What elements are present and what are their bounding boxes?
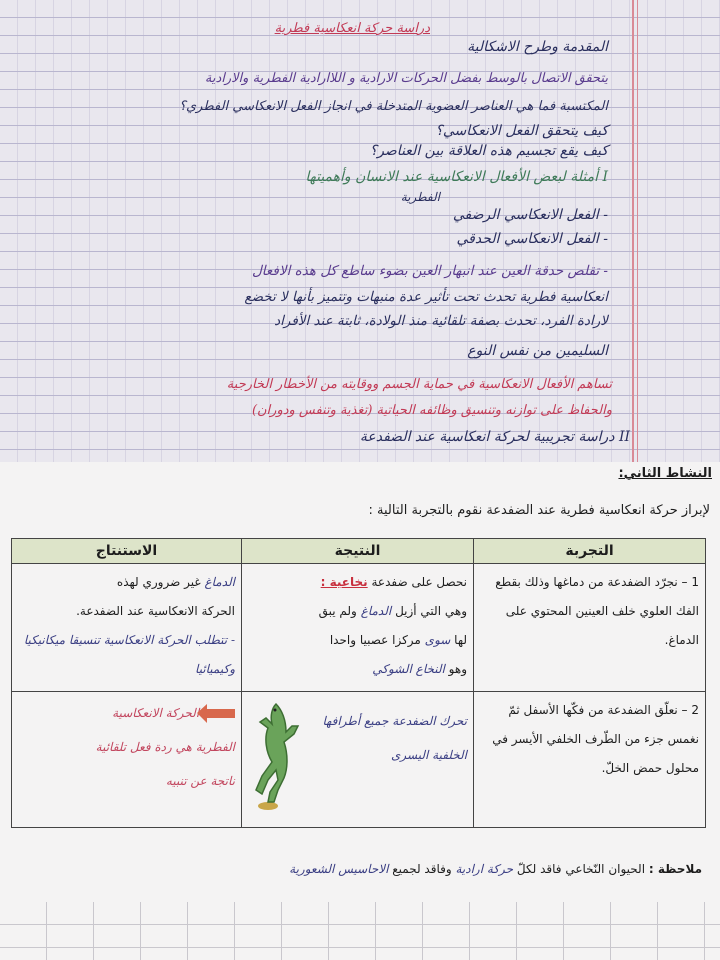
handwritten-answer: الدماغ bbox=[360, 604, 392, 618]
notebook-section-heading: II دراسة تجريبية لحركة انعكاسية عند الضفدعة bbox=[359, 429, 630, 445]
experiment-cell-1 bbox=[474, 564, 706, 692]
notebook-line: انعكاسية فطرية تحدث تحت تأثير عدة منبهات وتتميز بأنها لا تخضع bbox=[244, 289, 608, 305]
notebook-page bbox=[0, 0, 720, 470]
arrow-icon bbox=[207, 709, 235, 718]
note-text: الحيوان النّخاعي فاقد لكلّ bbox=[516, 862, 646, 876]
experiment-table bbox=[11, 538, 706, 828]
notebook-line: المكتسبة فما هي العناصر العضوية المتدخلة في انجاز الفعل الانعكاسي الفطري؟ bbox=[179, 99, 608, 114]
result-term: نخاعية : bbox=[320, 575, 368, 589]
handwritten-answer: الفطرية هي ردة فعل تلقائية bbox=[95, 740, 235, 754]
notebook-line: والحفاظ على توازنه وتنسيق وظائفه الحياتية (تغذية وتنفس ودوران) bbox=[251, 403, 612, 418]
frog-figure bbox=[248, 698, 304, 816]
activity-intro: لإبراز حركة انعكاسية فطرية عند الضفدعة نقوم بالتجربة التالية : bbox=[368, 503, 710, 518]
result-text: ولم يبق bbox=[318, 604, 357, 618]
handwritten-answer: الدماغ bbox=[204, 575, 235, 589]
note bbox=[289, 862, 702, 876]
header-experiment: التجربة bbox=[474, 539, 706, 564]
result-text: لها bbox=[454, 633, 467, 647]
handwritten-answer: - تتطلب الحركة الانعكاسية تنسيقا ميكانيكيا وكيميائيا bbox=[23, 633, 235, 676]
notebook-section-heading: I أمثلة لبعض الأفعال الانعكاسية عند الانسان وأهميتها bbox=[305, 169, 608, 185]
notebook-line: - الفعل الانعكاسي الرضفي bbox=[452, 207, 608, 223]
handwritten-answer: النخاع الشوكي bbox=[372, 662, 445, 676]
header-conclusion: الاستنتاج bbox=[12, 539, 242, 564]
notebook-line: كيف يتحقق الفعل الانعكاسي؟ bbox=[435, 123, 608, 139]
notebook-line: الفطرية bbox=[400, 190, 440, 204]
table-row bbox=[12, 692, 706, 828]
conclusion-cell-2 bbox=[12, 692, 242, 828]
notebook-title: دراسة حركة انعكاسية فطرية bbox=[274, 21, 430, 36]
experiment-cell-2 bbox=[474, 692, 706, 828]
header-result: النتيجة bbox=[242, 539, 474, 564]
result-text: وهي التي أزيل bbox=[395, 604, 467, 618]
margin-line bbox=[632, 0, 634, 470]
conclusion-cell-1 bbox=[12, 564, 242, 692]
handwritten-answer: سوى bbox=[424, 633, 451, 647]
handwritten-answer: الحركة الانعكاسية bbox=[112, 706, 200, 720]
handwritten-answer: ناتجة عن تنبيه bbox=[165, 774, 235, 788]
experiment-text: 1 – نجرّد الضفدعة من دماغها وذلك بقطع الفك العلوي خلف العينين المحتوي على الدماغ. bbox=[495, 575, 699, 647]
note-label: ملاحظة : bbox=[648, 862, 702, 876]
notebook-line: السليمين من نفس النوع bbox=[467, 343, 608, 359]
experiment-text: 2 – نعلّق الضفدعة من فكّها الأسفل ثمّ نغمس جزء من الطّرف الخلفي الأيسر في محلول حمض الخلّ. bbox=[492, 703, 699, 775]
grid-paper bbox=[0, 902, 720, 960]
notebook-line: - الفعل الانعكاسي الحدقي bbox=[456, 231, 608, 247]
conclusion-text: غير ضروري لهذه bbox=[116, 575, 201, 589]
notebook-line: - تقلص حدقة العين عند انبهار العين بضوء ساطع كل هذه الافعال bbox=[252, 263, 608, 279]
handwritten-answer: تحرك الضفدعة جميع أطرافها الخلفية اليسرى bbox=[322, 714, 467, 762]
notebook-line: يتحقق الاتصال بالوسط بفضل الحركات الارادية و اللاارادية الفطرية والارادية bbox=[204, 71, 608, 86]
notebook-line: تساهم الأفعال الانعكاسية في حماية الجسم ووقايته من الأخطار الخارجية bbox=[226, 377, 612, 392]
table-row bbox=[12, 564, 706, 692]
result-text: مركزا عصبيا واحدا bbox=[329, 633, 421, 647]
worksheet bbox=[0, 462, 720, 960]
result-text: نحصل على ضفدعة bbox=[371, 575, 467, 589]
result-text: وهو bbox=[448, 662, 467, 676]
activity-title: النشاط الثاني: bbox=[618, 466, 712, 481]
conclusion-text: الحركة الانعكاسية عند الضفدعة. bbox=[76, 604, 235, 618]
result-cell-2 bbox=[242, 692, 474, 828]
table-header-row bbox=[12, 539, 706, 564]
notebook-line: المقدمة وطرح الاشكالية bbox=[467, 39, 608, 55]
margin-line bbox=[637, 0, 638, 470]
handwritten-answer: حركة ارادية bbox=[455, 862, 514, 876]
result-cell-1 bbox=[242, 564, 474, 692]
notebook-line: كيف يقع تجسيم هذه العلاقة بين العناصر؟ bbox=[369, 143, 608, 159]
notebook-line: لارادة الفرد، تحدث بصفة تلقائية منذ الولادة، ثابتة عند الأفراد bbox=[274, 313, 608, 329]
handwritten-answer: الاحاسيس الشعورية bbox=[289, 862, 389, 876]
note-text: وفاقد لجميع bbox=[392, 862, 452, 876]
